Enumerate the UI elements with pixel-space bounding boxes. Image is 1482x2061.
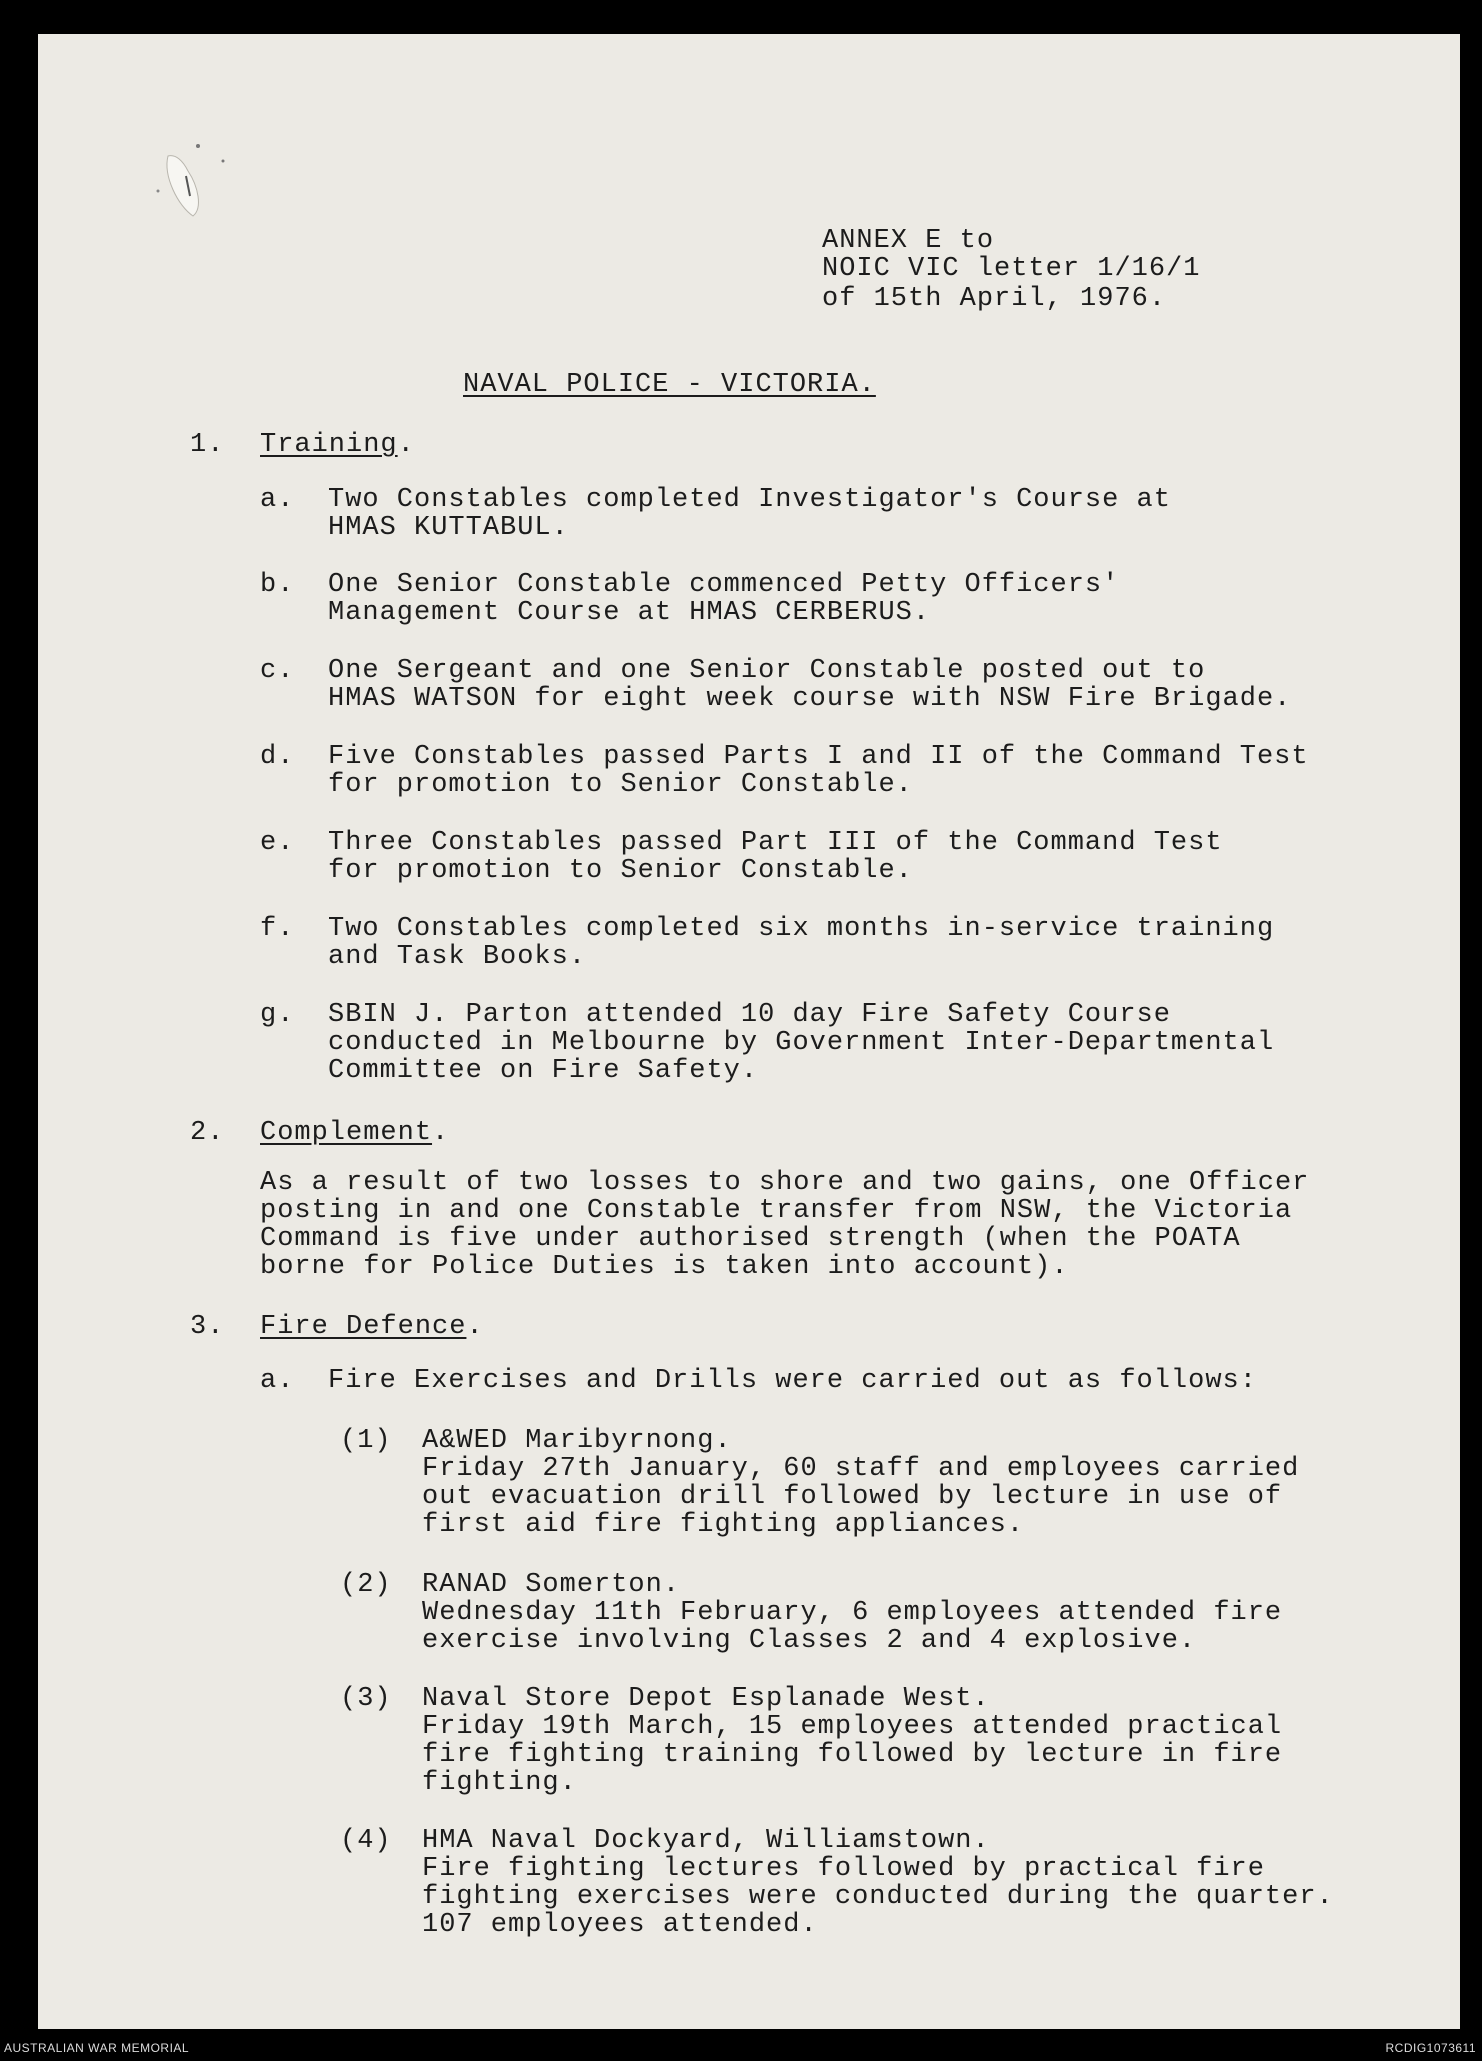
entry-number: (2) — [340, 1570, 392, 1600]
document-page — [38, 34, 1460, 2029]
entry-text: first aid fire fighting appliances. — [422, 1510, 1025, 1540]
item-text: HMAS KUTTABUL. — [328, 513, 569, 543]
item-text: Committee on Fire Safety. — [328, 1056, 759, 1086]
entry-text: Friday 19th March, 15 employees attended practical — [422, 1712, 1283, 1742]
item-text: SBIN J. Parton attended 10 day Fire Safety Course — [328, 1000, 1171, 1030]
footer-catalogue-id: RCDIG1073611 — [1385, 2041, 1476, 2055]
footer-source-label: AUSTRALIAN WAR MEMORIAL — [4, 2041, 190, 2055]
paper-damage-mark — [138, 116, 258, 246]
item-text: Fire Exercises and Drills were carried out as follows: — [328, 1366, 1257, 1396]
entry-text: A&WED Maribyrnong. — [422, 1426, 732, 1456]
entry-text: fighting exercises were conducted during the quarter. — [422, 1882, 1334, 1912]
item-text: Management Course at HMAS CERBERUS. — [328, 598, 931, 628]
item-letter: g. — [260, 1000, 295, 1030]
entry-number: (4) — [340, 1826, 392, 1856]
item-text: for promotion to Senior Constable. — [328, 856, 913, 886]
item-text: and Task Books. — [328, 942, 587, 972]
entry-text: HMA Naval Dockyard, Williamstown. — [422, 1826, 990, 1856]
item-text: One Sergeant and one Senior Constable posted out to — [328, 656, 1206, 686]
entry-text: RANAD Somerton. — [422, 1570, 681, 1600]
entry-number: (1) — [340, 1426, 392, 1456]
item-text: for promotion to Senior Constable. — [328, 770, 913, 800]
section-number: 2. — [190, 1118, 225, 1148]
paragraph-line: Command is five under authorised strength (when the POATA — [260, 1224, 1241, 1254]
item-text: Two Constables completed Investigator's Course at — [328, 485, 1171, 515]
entry-text: Naval Store Depot Esplanade West. — [422, 1684, 990, 1714]
section-heading-training: Training. — [260, 430, 415, 460]
section-heading-complement: Complement. — [260, 1118, 450, 1148]
entry-text: Fire fighting lectures followed by practical fire — [422, 1854, 1265, 1884]
annex-line-2: NOIC VIC letter 1/16/1 — [822, 254, 1201, 284]
item-letter: c. — [260, 656, 295, 686]
item-text: Five Constables passed Parts I and II of the Command Test — [328, 742, 1309, 772]
section-number: 3. — [190, 1312, 225, 1342]
entry-text: exercise involving Classes 2 and 4 explosive. — [422, 1626, 1197, 1656]
item-letter: b. — [260, 570, 295, 600]
item-text: One Senior Constable commenced Petty Officers' — [328, 570, 1120, 600]
paragraph-line: As a result of two losses to shore and two gains, one Officer — [260, 1168, 1310, 1198]
paragraph-line: borne for Police Duties is taken into account). — [260, 1252, 1069, 1282]
item-text: Two Constables completed six months in-service training — [328, 914, 1275, 944]
entry-number: (3) — [340, 1684, 392, 1714]
annex-line-3: of 15th April, 1976. — [822, 284, 1167, 314]
annex-line-1: ANNEX E to — [822, 226, 995, 256]
item-text: HMAS WATSON for eight week course with NSW Fire Brigade. — [328, 684, 1292, 714]
item-text: conducted in Melbourne by Government Inter-Departmental — [328, 1028, 1275, 1058]
paragraph-line: posting in and one Constable transfer from NSW, the Victoria — [260, 1196, 1293, 1226]
item-letter: d. — [260, 742, 295, 772]
item-letter: a. — [260, 1366, 295, 1396]
entry-text: fire fighting training followed by lecture in fire — [422, 1740, 1283, 1770]
item-letter: e. — [260, 828, 295, 858]
item-letter: a. — [260, 485, 295, 515]
item-letter: f. — [260, 914, 295, 944]
section-heading-fire-defence: Fire Defence. — [260, 1312, 484, 1342]
item-text: Three Constables passed Part III of the Command Test — [328, 828, 1223, 858]
entry-text: Friday 27th January, 60 staff and employees carried — [422, 1454, 1300, 1484]
section-number: 1. — [190, 430, 225, 460]
entry-text: 107 employees attended. — [422, 1910, 818, 1940]
document-title: NAVAL POLICE - VICTORIA. — [463, 370, 876, 400]
entry-text: Wednesday 11th February, 6 employees attended fire — [422, 1598, 1283, 1628]
entry-text: fighting. — [422, 1768, 577, 1798]
entry-text: out evacuation drill followed by lecture in use of — [422, 1482, 1283, 1512]
